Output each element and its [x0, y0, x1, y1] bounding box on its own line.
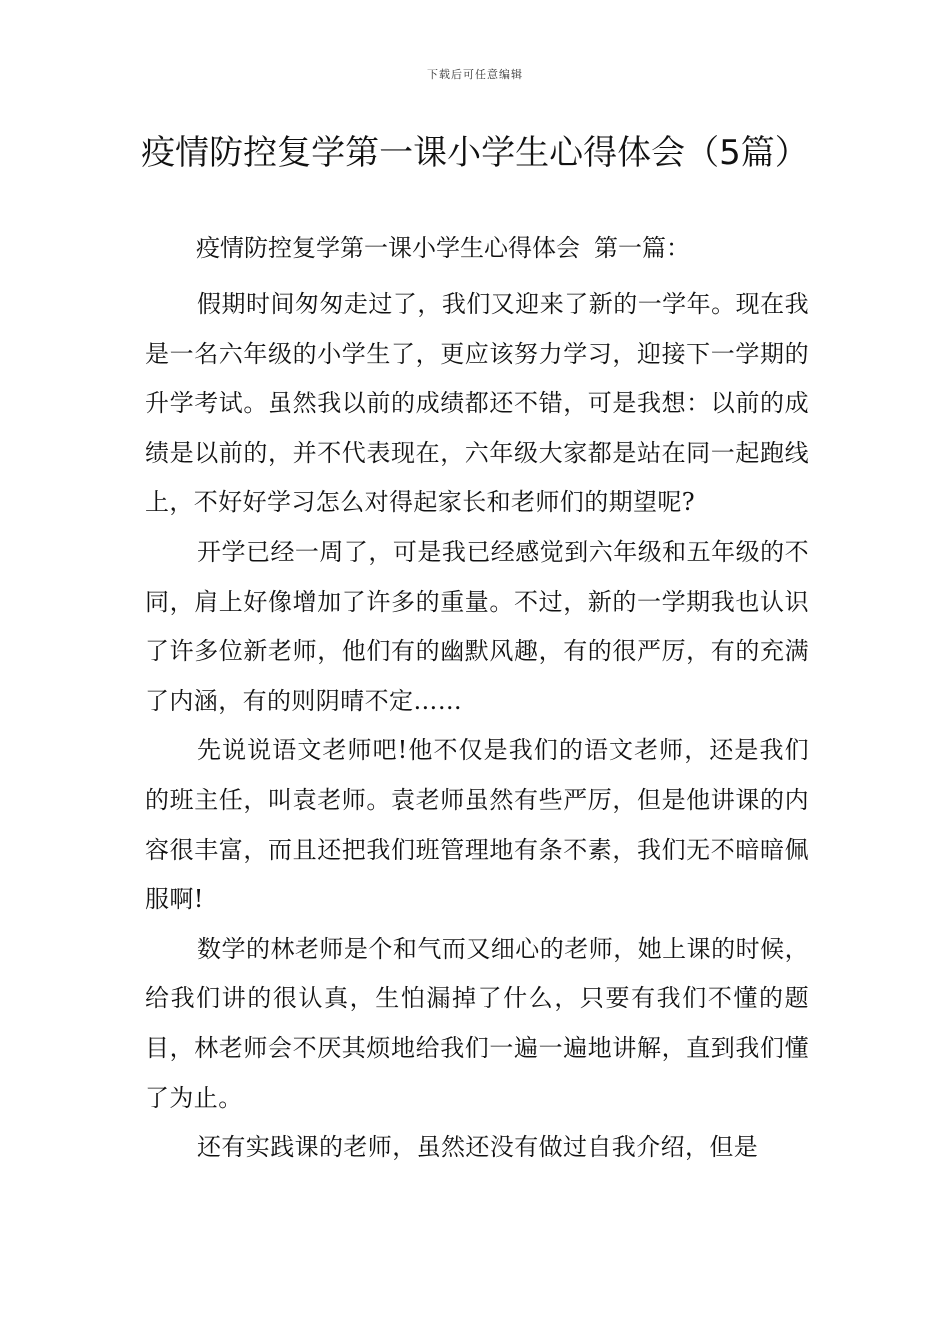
paragraph: 开学已经一周了，可是我已经感觉到六年级和五年级的不同，肩上好像增加了许多的重量。不过，新的一学期我也认识了许多位新老师，他们有的幽默风趣，有的很严厉，有的充满了内涵，有的则阴晴不定……	[145, 537, 809, 715]
subtitle-main: 疫情防控复学第一课小学生心得体会	[196, 234, 580, 262]
paragraph: 先说说语文老师吧!他不仅是我们的语文老师，还是我们的班主任，叫袁老师。袁老师虽然有些严厉，但是他讲课的内容很丰富，而且还把我们班管理地有条不素，我们无不暗暗佩服啊!	[145, 736, 809, 914]
section-subtitle	[196, 228, 690, 268]
paragraph: 还有实践课的老师，虽然还没有做过自我介绍，但是	[197, 1133, 759, 1162]
document-body	[145, 280, 809, 1173]
document-title: 疫情防控复学第一课小学生心得体会（5篇）	[141, 133, 809, 173]
paragraph: 假期时间匆匆走过了，我们又迎来了新的一学年。现在我是一名六年级的小学生了，更应该努力学习，迎接下一学期的升学考试。虽然我以前的成绩都还不错，可是我想：以前的成绩是以前的，并不代表现在，六年级大家都是站在同一起跑线上，不好好学习怎么对得起家长和老师们的期望呢?	[145, 290, 809, 517]
paragraph: 数学的林老师是个和气而又细心的老师，她上课的时候，给我们讲的很认真，生怕漏掉了什么，只要有我们不懂的题目，林老师会不厌其烦地给我们一遍一遍地讲解，直到我们懂了为止。	[145, 934, 809, 1112]
subtitle-part: 第一篇：	[594, 234, 690, 262]
page-header-note: 下载后可任意编辑	[427, 68, 523, 81]
